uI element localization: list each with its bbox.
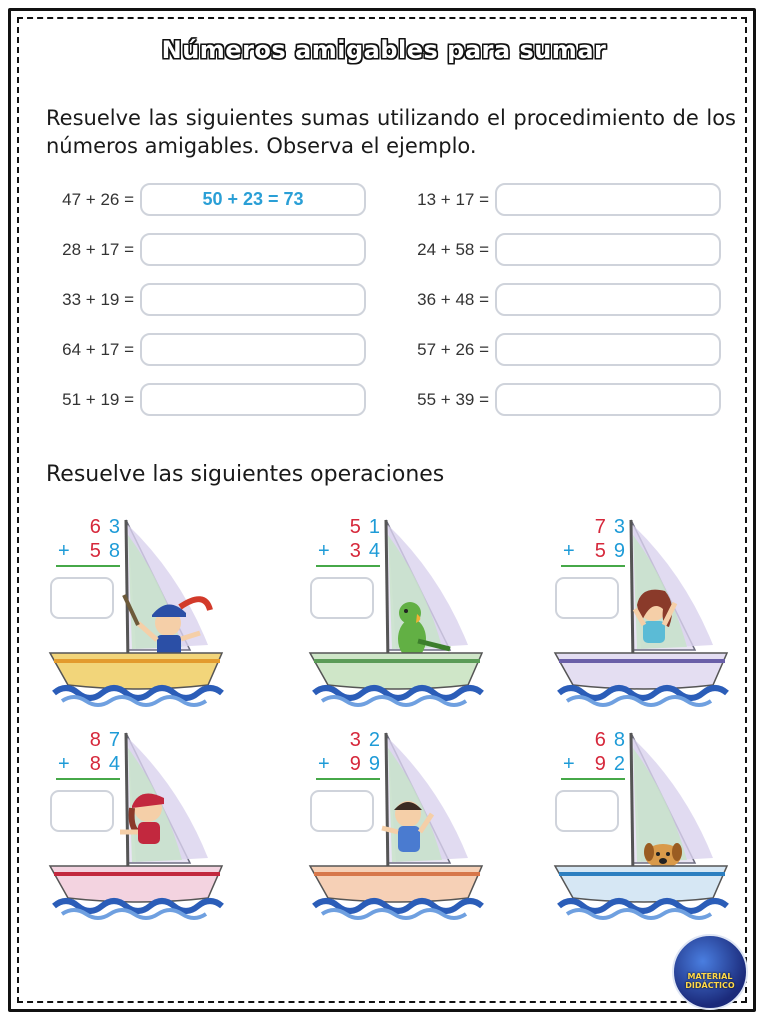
bottom-addend [56,539,120,563]
plus-sign: + [563,753,575,775]
ones-digit: 2 [613,753,625,775]
tens-digit: 6 [89,516,101,538]
tens-digit: 7 [594,516,606,538]
tens-digit: 5 [594,540,606,562]
sum-line [561,565,625,567]
top-addend [56,728,120,752]
logo-text: MATERIAL DIDÁCTICO [685,972,735,990]
tens-digit: 5 [349,516,361,538]
sum-answer-box[interactable] [495,183,721,216]
worksheet-title: Números amigables para sumar [161,36,607,64]
tens-digit: 9 [594,753,606,775]
ones-digit: 1 [368,516,380,538]
ones-digit: 3 [108,516,120,538]
sum-answer-box[interactable] [140,233,366,266]
boat-problem [40,728,240,923]
sum-row [40,182,385,217]
sum-label: 28 + 17 = [62,239,134,259]
plus-sign: + [58,753,70,775]
addition-problem [56,728,120,780]
sum-label: 55 + 39 = [417,389,489,409]
sum-row [395,332,740,367]
boat-problem [40,515,240,710]
ones-digit: 8 [108,540,120,562]
sum-row [40,282,385,317]
sum-label: 64 + 17 = [62,339,134,359]
sum-answer-box[interactable] [495,333,721,366]
boat-problem [545,515,745,710]
sum-label: 57 + 26 = [417,339,489,359]
sum-row [40,382,385,417]
answer-box[interactable] [555,577,619,619]
answer-box[interactable] [310,790,374,832]
sum-answer-box[interactable] [140,283,366,316]
plus-sign: + [563,540,575,562]
sum-line [316,778,380,780]
bottom-addend [316,752,380,776]
sum-label: 51 + 19 = [62,389,134,409]
sum-answer-box[interactable]: 50 + 23 = 73 [140,183,366,216]
addition-problem [316,515,380,567]
sum-answer-box[interactable] [495,383,721,416]
sum-row [395,182,740,217]
sum-line [56,565,120,567]
sum-row [395,382,740,417]
tens-digit: 3 [349,540,361,562]
addition-problem [561,515,625,567]
sum-label: 36 + 48 = [417,289,489,309]
ones-digit: 8 [613,729,625,751]
top-addend [56,515,120,539]
top-addend [561,515,625,539]
sum-line [561,778,625,780]
sum-label: 13 + 17 = [417,189,489,209]
ones-digit: 3 [613,516,625,538]
boat-problem [545,728,745,923]
answer-box[interactable] [310,577,374,619]
sum-label: 24 + 58 = [417,239,489,259]
plus-sign: + [58,540,70,562]
instructions-text: Resuelve las siguientes sumas utilizando el procedimiento de los números amigables. Observa el ejemplo. [46,106,736,158]
tens-digit: 8 [89,753,101,775]
tens-digit: 6 [594,729,606,751]
sums-grid [40,182,740,417]
answer-box[interactable] [50,577,114,619]
sum-row [40,232,385,267]
bottom-addend [316,539,380,563]
sum-answer-box[interactable] [140,383,366,416]
ones-digit: 7 [108,729,120,751]
boat-problem [300,515,500,710]
ones-digit: 2 [368,729,380,751]
sum-answer-box[interactable] [495,283,721,316]
bottom-addend [56,752,120,776]
material-didactico-logo [672,934,748,1010]
tens-digit: 9 [349,753,361,775]
tens-digit: 8 [89,729,101,751]
answer-box[interactable] [50,790,114,832]
sum-line [56,778,120,780]
sum-label: 47 + 26 = [62,189,134,209]
top-addend [316,515,380,539]
sum-answer-box[interactable] [495,233,721,266]
addition-problem [316,728,380,780]
tens-digit: 3 [349,729,361,751]
sum-row [395,232,740,267]
section2-title: Resuelve las siguientes operaciones [46,462,445,487]
bottom-addend [561,752,625,776]
top-addend [561,728,625,752]
sum-line [316,565,380,567]
sum-row [395,282,740,317]
answer-box[interactable] [555,790,619,832]
tens-digit: 5 [89,540,101,562]
ones-digit: 9 [368,753,380,775]
addition-problem [56,515,120,567]
plus-sign: + [318,753,330,775]
plus-sign: + [318,540,330,562]
sum-answer-box[interactable] [140,333,366,366]
ones-digit: 9 [613,540,625,562]
addition-problem [561,728,625,780]
ones-digit: 4 [368,540,380,562]
bottom-addend [561,539,625,563]
ones-digit: 4 [108,753,120,775]
top-addend [316,728,380,752]
sum-label: 33 + 19 = [62,289,134,309]
sum-row [40,332,385,367]
boat-problem [300,728,500,923]
